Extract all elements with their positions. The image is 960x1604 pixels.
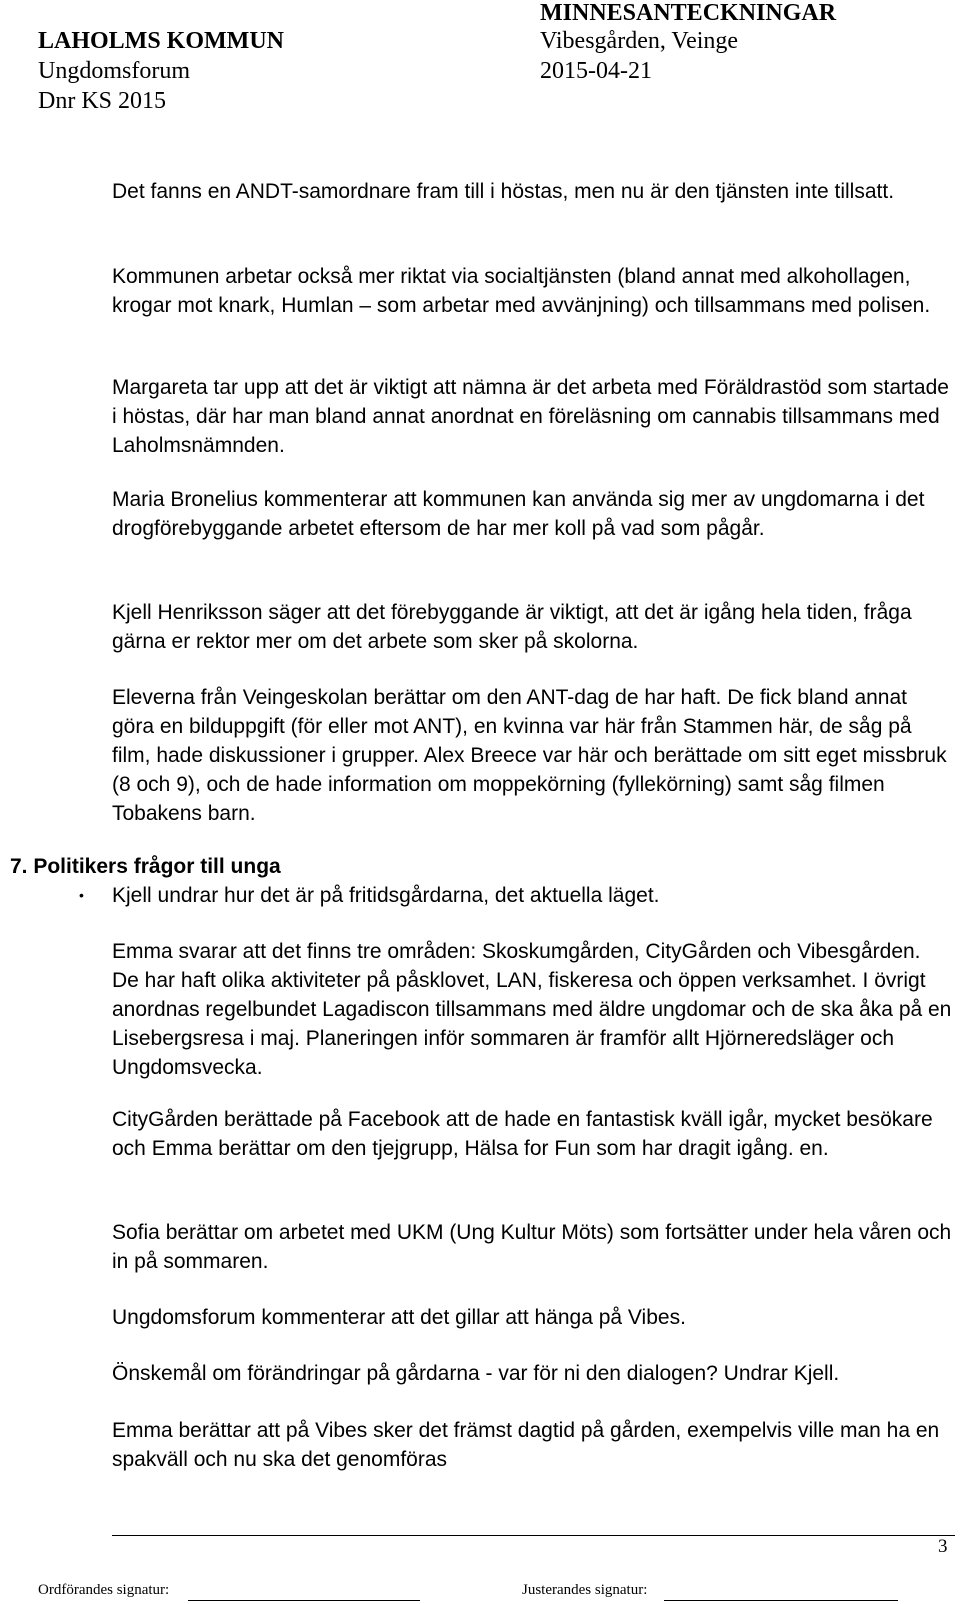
- chair-signature-label: Ordförandes signatur:: [38, 1582, 170, 1598]
- case-number: Dnr KS 2015: [38, 88, 167, 114]
- meeting-location: Vibesgården, Veinge: [540, 28, 739, 54]
- bullet-icon: •: [79, 887, 84, 903]
- section-heading: 7. Politikers frågor till unga: [10, 855, 281, 878]
- forum-name: Ungdomsforum: [38, 58, 190, 84]
- paragraph-citygarden: CityGården berättade på Facebook att de hade en fantastisk kväll igår, mycket besökare och Emma berättar om den tjejgrupp, Hälsa for Fun som har dragit igång. en.: [112, 1108, 933, 1160]
- paragraph-andt: Det fanns en ANDT-samordnare fram till i höstas, men nu är den tjänsten inte tillsatt.: [112, 180, 895, 203]
- paragraph-sofia-ukm: Sofia berättar om arbetet med UKM (Ung Kultur Möts) som fortsätter under hela våren och in på sommaren.: [112, 1221, 952, 1273]
- paragraph-ant-day: Eleverna från Veingeskolan berättar om den ANT-dag de har haft. De fick bland annat göra en bilduppgift (för eller mot ANT), en kvinna var här från Stammen här, de såg på film, hade diskussioner i grupper. Alex Breece var här och berättade om sitt eget missbruk (8 och 9), och de hade information om moppekörning (fyllekörning) samt såg filmen Tobakens barn.: [112, 686, 947, 825]
- chair-signature-line: [188, 1600, 420, 1601]
- paragraph-social-services: Kommunen arbetar också mer riktat via socialtjänsten (bland annat med alkohollagen, krogar mot knark, Humlan – som arbetar med avvänjning) och tillsammans med polisen.: [112, 265, 931, 317]
- paragraph-emma-vibes: Emma berättar att på Vibes sker det främst dagtid på gården, exempelvis ville man ha en spakväll och nu ska det genomföras: [112, 1419, 940, 1471]
- document-type-title: MINNESANTECKNINGAR: [540, 0, 837, 26]
- paragraph-maria: Maria Bronelius kommenterar att kommunen kan använda sig mer av ungdomarna i det drogförebyggande arbetet eftersom de har mer koll på vad som pågår.: [112, 488, 925, 540]
- paragraph-ungdomsforum: Ungdomsforum kommenterar att det gillar att hänga på Vibes.: [112, 1306, 686, 1329]
- meeting-date: 2015-04-21: [540, 58, 652, 84]
- adjuster-signature-label: Justerandes signatur:: [522, 1582, 648, 1598]
- adjuster-signature-line: [664, 1600, 898, 1601]
- paragraph-emma-youth-centers: Emma svarar att det finns tre områden: Skoskumgården, CityGården och Vibesgården. De har haft olika aktiviteter på påsklovet, LAN, fiskeresa och öppen verksamhet. I övrigt anordnas regelbundet Lagadiscon tillsammans med äldre ungdomar och de ska åka på en Lisebergsresa i maj. Planeringen inför sommaren är framför allt Hjörneredsläger och Ungdomsvecka.: [112, 940, 952, 1079]
- organization-name: LAHOLMS KOMMUN: [38, 28, 284, 54]
- paragraph-kjell-prevention: Kjell Henriksson säger att det förebyggande är viktigt, att det är igång hela tiden, fråga gärna er rektor mer om det arbete som sker på skolorna.: [112, 601, 912, 653]
- paragraph-margareta: Margareta tar upp att det är viktigt att nämna är det arbeta med Föräldrastöd som startade i höstas, där har man bland annat anordnat en föreläsning om cannabis tillsammans med Laholmsnämnden.: [112, 376, 949, 457]
- paragraph-wishes: Önskemål om förändringar på gårdarna - var för ni den dialogen? Undrar Kjell.: [112, 1362, 840, 1385]
- page-number: 3: [938, 1536, 948, 1557]
- footer-divider: [112, 1535, 955, 1536]
- bullet-item-kjell: Kjell undrar hur det är på fritidsgårdarna, det aktuella läget.: [112, 884, 660, 907]
